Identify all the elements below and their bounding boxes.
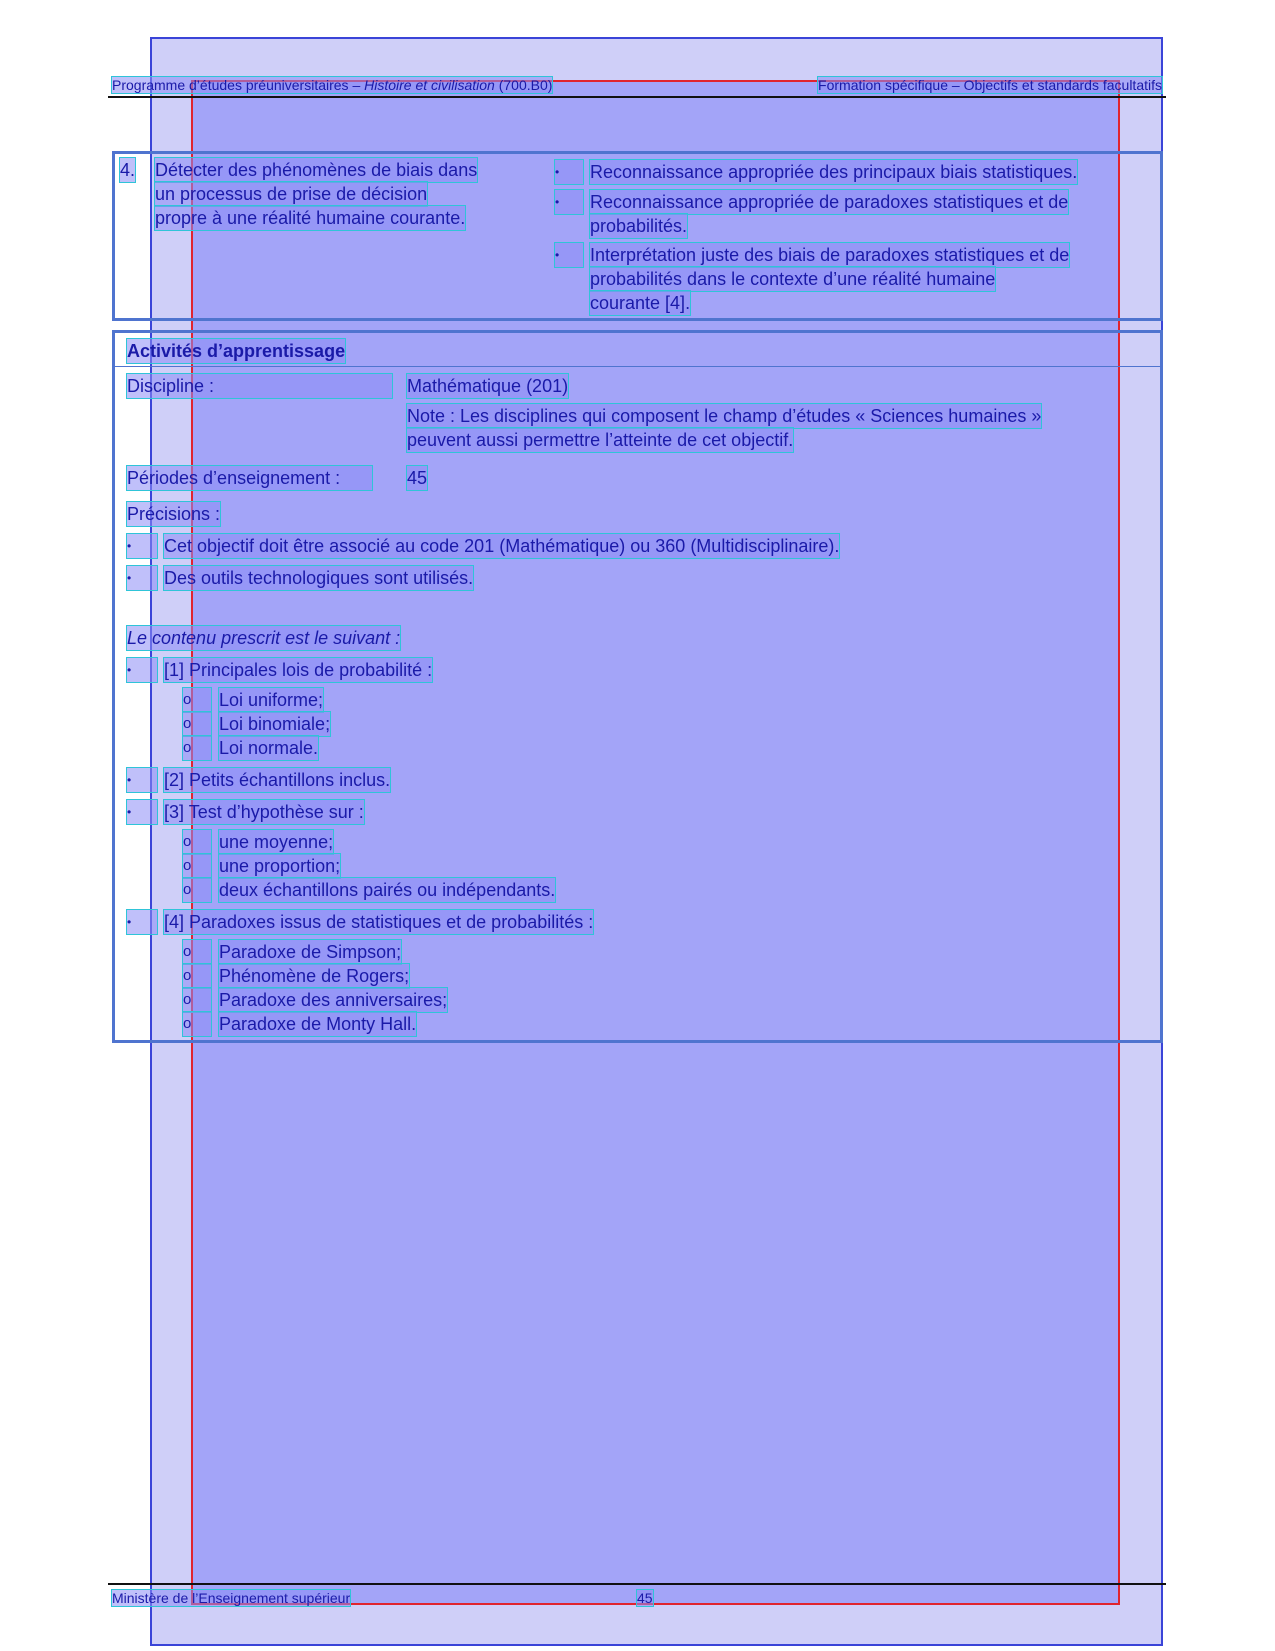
- precision-item: Cet objectif doit être associé au code 201 (Mathématique) ou 360 (Multidisciplinaire).: [164, 536, 840, 556]
- sub-bullet-icon: o: [183, 940, 211, 964]
- criterion-line: probabilités.: [590, 216, 688, 236]
- content-intro: Le contenu prescrit est le suivant :: [127, 628, 401, 648]
- bullet-icon: •: [555, 190, 583, 214]
- objective-statement-line: Détecter des phénomènes de biais dans: [155, 160, 478, 180]
- precisions-label: Précisions :: [127, 504, 221, 524]
- footer-ministry: Ministère de l’Enseignement supérieur: [112, 1590, 351, 1606]
- note-line: Note : Les disciplines qui composent le champ d’études « Sciences humaines »: [407, 406, 1042, 426]
- content-subitem: Loi uniforme;: [219, 690, 324, 710]
- discipline-value: Mathématique (201): [407, 376, 569, 396]
- bullet-icon: •: [127, 658, 157, 682]
- precision-item: Des outils technologiques sont utilisés.: [164, 568, 474, 588]
- activities-box: [112, 330, 1163, 1043]
- sub-bullet-icon: o: [183, 964, 211, 988]
- periods-label: Périodes d’enseignement :: [127, 466, 372, 490]
- objective-statement-line: propre à une réalité humaine courante.: [155, 208, 466, 228]
- discipline-label: Discipline :: [127, 374, 392, 398]
- content-item-label: [1] Principales lois de probabilité :: [164, 660, 433, 680]
- objective-number: 4.: [120, 160, 136, 180]
- content-item-label: [2] Petits échantillons inclus.: [164, 770, 391, 790]
- periods-value: 45: [407, 468, 428, 488]
- sub-bullet-icon: o: [183, 878, 211, 902]
- content-subitem: Loi normale.: [219, 738, 319, 758]
- header-section: Formation spécifique – Objectifs et standards facultatifs: [818, 77, 1162, 93]
- sub-bullet-icon: o: [183, 988, 211, 1012]
- sub-bullet-icon: o: [183, 830, 211, 854]
- bullet-icon: •: [555, 243, 583, 267]
- objective-box: [112, 151, 1163, 321]
- content-subitem: une moyenne;: [219, 832, 334, 852]
- sub-bullet-icon: o: [183, 736, 211, 760]
- activities-title: Activités d’apprentissage: [127, 341, 346, 361]
- note-line: peuvent aussi permettre l’atteinte de cet objectif.: [407, 430, 794, 450]
- header-rule: [108, 96, 1166, 98]
- bullet-icon: •: [127, 566, 157, 590]
- sub-bullet-icon: o: [183, 854, 211, 878]
- content-item-label: [3] Test d’hypothèse sur :: [164, 802, 364, 822]
- content-subitem: une proportion;: [219, 856, 341, 876]
- content-subitem: Loi binomiale;: [219, 714, 331, 734]
- activities-title-rule: [115, 366, 1160, 367]
- page-footer: [112, 1590, 652, 1608]
- sub-bullet-icon: o: [183, 712, 211, 736]
- criterion-line: Reconnaissance appropriée de paradoxes statistiques et de: [590, 192, 1069, 212]
- bullet-icon: •: [555, 160, 583, 184]
- sub-bullet-icon: o: [183, 688, 211, 712]
- objective-statement-line: un processus de prise de décision: [155, 184, 428, 204]
- bullet-icon: •: [127, 534, 157, 558]
- sub-bullet-icon: o: [183, 1012, 211, 1036]
- criterion-line: Interprétation juste des biais de paradoxes statistiques et de: [590, 245, 1070, 265]
- content-item-label: [4] Paradoxes issus de statistiques et de probabilités :: [164, 912, 594, 932]
- bullet-icon: •: [127, 910, 157, 934]
- content-subitem: deux échantillons pairés ou indépendants.: [219, 880, 556, 900]
- header-program: Programme d’études préuniversitaires – Histoire et civilisation (700.B0): [112, 77, 553, 93]
- content-subitem: Paradoxe des anniversaires;: [219, 990, 448, 1010]
- content-subitem: Paradoxe de Simpson;: [219, 942, 402, 962]
- criterion-line: Reconnaissance appropriée des principaux biais statistiques.: [590, 162, 1078, 182]
- content-subitem: Phénomène de Rogers;: [219, 966, 410, 986]
- page-number: 45: [637, 1590, 653, 1606]
- page-header: [112, 77, 1162, 95]
- footer-rule: [108, 1583, 1166, 1585]
- criterion-line: courante [4].: [590, 293, 691, 313]
- bullet-icon: •: [127, 768, 157, 792]
- bullet-icon: •: [127, 800, 157, 824]
- criterion-line: probabilités dans le contexte d’une réalité humaine: [590, 269, 996, 289]
- content-subitem: Paradoxe de Monty Hall.: [219, 1014, 417, 1034]
